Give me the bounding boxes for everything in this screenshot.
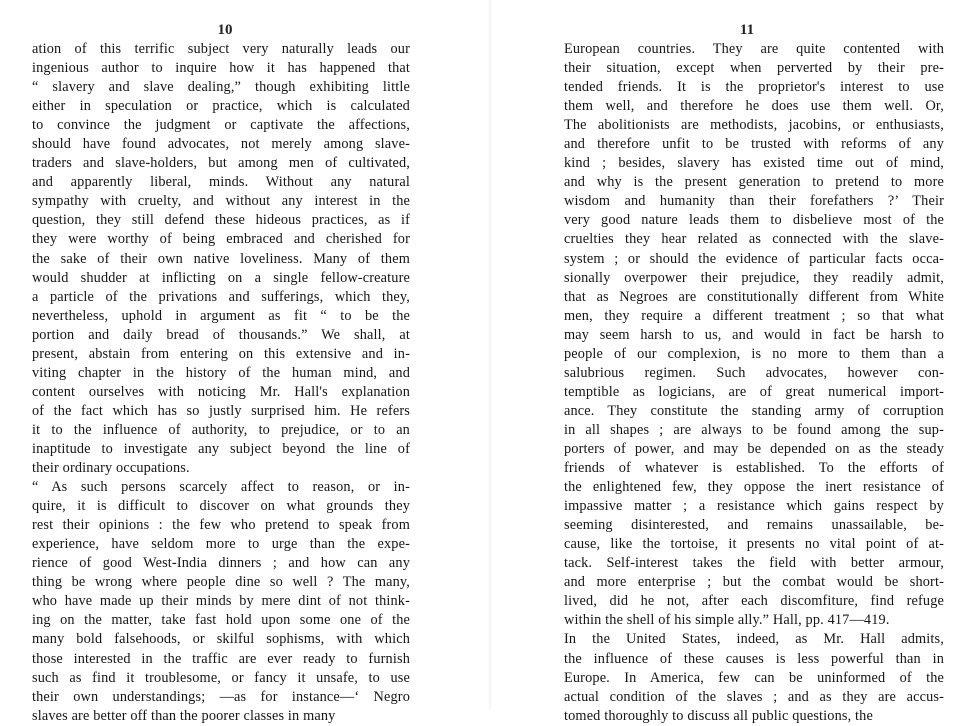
text-line: either in speculation or practice, which is calculated [32,98,410,115]
text-line: and more enterprise ; but the combat would be short- [564,574,944,591]
text-line: lived, did he not, after each discomfiture, find refuge [564,593,944,610]
text-line: to convince the judgment or captivate the affections, [32,117,410,134]
text-line: porters of power, and may be depended on as the steady [564,440,944,457]
text-line: in all shapes ; are always to be found among the sup- [564,421,944,438]
text-line: quire, it is difficult to discover on what grounds they [32,498,410,515]
text-line: men, they require a different treatment ; so that what [564,307,944,324]
text-line: and apparently liberal, minds. Without any natural [32,174,410,191]
text-line: ation of this terrific subject very naturally leads our [32,41,410,57]
text-line: those interested in the traffic are ever ready to furnish [32,650,410,667]
text-line: it to the influence of authority, to prejudice, or to an [32,421,410,438]
text-line: their own understandings; —as for instance—‘ Negro [32,688,410,705]
text-line: actual condition of the slaves ; and as they are accus- [564,688,944,705]
text-line: and therefore unfit to be trusted with reforms of any [564,136,944,153]
text-line: system ; or should the evidence of particular facts occa- [564,250,944,267]
text-line: many bold falsehoods, or skilful sophisms, with which [32,631,410,648]
text-line: viting chapter in the history of the human mind, and [32,364,410,381]
text-line: tomed thoroughly to discuss all public questions, the [564,707,873,724]
text-line: cause, like the tortoise, it presents no vital point of at- [564,536,944,553]
left-page-number: 10 [217,22,233,38]
text-line: friends of whatever is established. To the efforts of [564,460,944,477]
text-line: kind ; besides, slavery has existed time out of mind, [564,155,944,172]
text-line: traders and slave-holders, but among men of cultivated, [32,155,410,172]
right-page-number: 11 [739,22,755,38]
text-line: they were worthy of being embraced and cherished for [32,231,410,248]
text-line: and why is the present generation to pretend to more [564,174,944,191]
text-line: ing on the matter, take fast hold upon some one of the [32,612,410,629]
text-line: tended friends. It is the proprietor's interest to use [564,79,944,96]
text-line: seeming disinterested, and remains unassailable, be- [564,517,944,534]
text-line: a particle of the privations and sufferings, which they, [32,288,410,305]
left-page-text [32,40,410,726]
text-line: nevertheless, uphold in argument as fit “ to be the [32,307,410,324]
text-line: their ordinary occupations. [32,460,190,477]
text-line: within the shell of his simple ally.” Hall, pp. 417—419. [564,612,890,629]
text-line: The abolitionists are methodists, jacobins, or enthusiasts, [564,117,944,134]
text-line: people of our complexion, is no more to them than a [564,345,944,362]
text-line: should have found advocates, not merely among slave- [32,136,410,153]
left-page [0,0,490,724]
text-line: “ slavery and slave dealing,” though exhibiting little [32,79,410,96]
text-line: the sake of their own native loveliness. Many of them [32,250,410,267]
text-line: wisdom and humanity than their forefathers ?’ Their [564,193,944,210]
text-line: In the United States, indeed, as Mr. Hall admits, [564,631,944,648]
text-line: tack. Self-interest takes the field with better armour, [564,555,944,572]
text-line: impassive matter ; a resistance which gains respect by [564,498,944,515]
text-line: rest their opinions : the few who pretend to speak from [32,517,410,534]
text-line: them well, and therefore he does use them well. Or, [564,98,944,115]
text-line: Europe. In America, few can be uninformed of the [564,669,944,686]
text-line: present, abstain from entering on this extensive and in- [32,345,410,362]
text-line: ance. They constitute the standing army of corruption [564,402,944,419]
text-line: experience, have seldom more to urge than the expe- [32,536,410,553]
text-line: salubrious regimen. Such advocates, however con- [564,364,944,381]
text-line: who have made up their minds by mere dint of not think- [32,593,410,610]
text-line: may seem harsh to us, and would in fact be harsh to [564,326,944,343]
text-line: thing be wrong where people dine so well ? The many, [32,574,410,591]
text-line: of the fact which has so justly surprised him. He refers [32,402,410,419]
text-line: would shudder at inflicting on a single fellow-creature [32,269,410,286]
text-line: slaves are better off than the poorer classes in many [32,707,336,724]
text-line: such as find it troublesome, or fancy it unsafe, to use [32,669,410,686]
text-line: sionally overpower their prejudice, they readily admit, [564,269,944,286]
right-page [490,0,980,724]
text-line: the enlightened few, they oppose the inert resistance of [564,479,944,496]
text-line: their situation, except when perverted by their pre- [564,60,944,77]
text-line: that as Negroes are constitutionally different from White [564,288,944,305]
text-line: content ourselves with noticing Mr. Hall's explanation [32,383,410,400]
text-line: portion and daily bread of thousands.” We shall, at [32,326,410,343]
text-line: question, they still defend these hideous practices, as if [32,212,410,229]
text-line: the influence of these causes is less powerful than in [564,650,944,667]
text-line: European countries. They are quite contented with [564,41,944,57]
text-line: inaptitude to investigate any subject beyond the line of [32,440,410,457]
right-page-text [564,40,944,726]
text-line: sympathy with cruelty, and without any interest in the [32,193,410,210]
text-line: ingenious author to inquire how it has happened that [32,60,410,77]
text-line: very good nature leads them to disbelieve most of the [564,212,944,229]
text-line: rience of good West-India dinners ; and how can any [32,555,410,572]
text-line: “ As such persons scarcely affect to reason, or in- [32,479,410,496]
text-line: cruelties they hear related as connected with the slave- [564,231,944,248]
text-line: temptible as logicians, are of great numerical import- [564,383,944,400]
